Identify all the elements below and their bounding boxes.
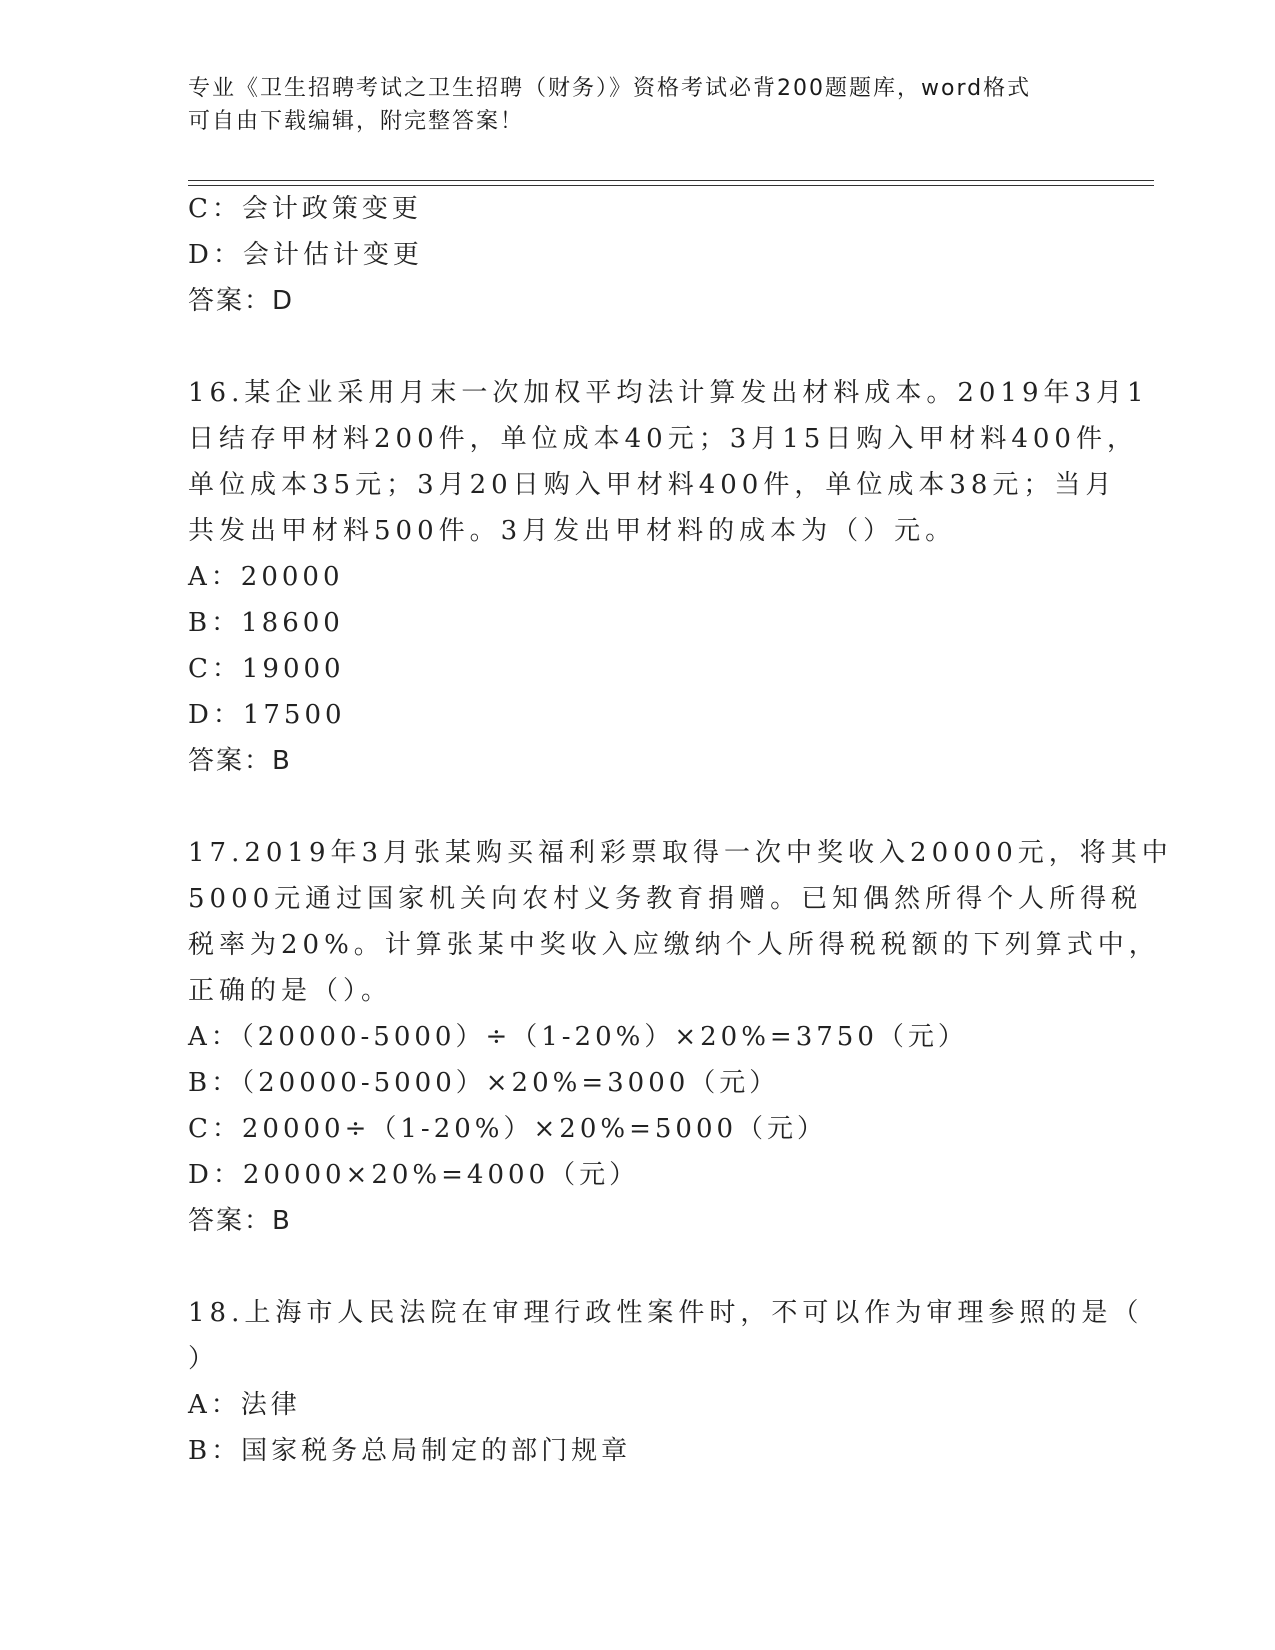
question-text-line: 17.2019年3月张某购买福利彩票取得一次中奖收入20000元，将其中 [188,838,1173,868]
option-a: A：（20000-5000）÷（1-20%）×20%=3750（元） [188,1022,968,1052]
prev-question [188,186,1088,324]
answer: 答案：D [188,286,295,316]
question-text-line: 5000元通过国家机关向农村义务教育捐赠。已知偶然所得个人所得税 [188,884,1143,914]
header-line-1: 专业《卫生招聘考试之卫生招聘（财务）》资格考试必背200题题库，word格式 [188,76,1032,101]
option-b: B：国家税务总局制定的部门规章 [188,1436,632,1466]
option-b: B：18600 [188,608,344,638]
option-d: D：20000×20%=4000（元） [188,1160,640,1190]
question-text-line: 单位成本35元；3月20日购入甲材料400件，单位成本38元；当月 [188,470,1117,500]
header-line-2: 可自由下载编辑，附完整答案！ [188,109,525,134]
question-text-line: 正确的是（）。 [188,976,393,1006]
option-d: D：17500 [188,700,346,730]
question-text-line: ） [188,1344,220,1374]
option-a: A：法律 [188,1390,301,1420]
answer: 答案：B [188,746,292,776]
option-b: B：（20000-5000）×20%=3000（元） [188,1068,780,1098]
question-text [188,370,1149,554]
option-d: D：会计估计变更 [188,240,423,270]
page-header [188,72,1088,138]
question-text-line: 税率为20%。计算张某中奖收入应缴纳个人所得税税额的下列算式中， [188,930,1160,960]
option-a: A：20000 [188,562,344,592]
question-text [188,830,1173,1014]
question-text-line: 16.某企业采用月末一次加权平均法计算发出材料成本。2019年3月1 [188,378,1149,408]
option-c: C：会计政策变更 [188,194,422,224]
question-text [188,1290,1144,1382]
question-text-line: 日结存甲材料200件，单位成本40元；3月15日购入甲材料400件， [188,424,1138,454]
question-text-line: 18.上海市人民法院在审理行政性案件时，不可以作为审理参照的是（ [188,1298,1144,1328]
option-c: C：19000 [188,654,345,684]
document-body [188,186,1173,1474]
question-18 [188,1290,1144,1474]
option-c: C：20000÷（1-20%）×20%=5000（元） [188,1114,828,1144]
question-text-line: 共发出甲材料500件。3月发出甲材料的成本为（）元。 [188,516,957,546]
question-17 [188,830,1173,1244]
header-divider-top [188,180,1154,181]
answer: 答案：B [188,1206,292,1236]
question-16 [188,370,1149,784]
